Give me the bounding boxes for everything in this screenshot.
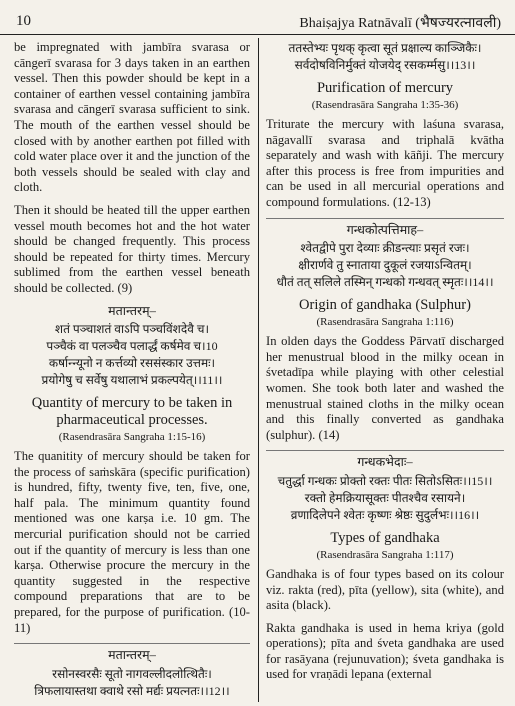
section-title: Quantity of mercury to be taken in pharmaceutical processes.	[31, 395, 233, 429]
verse-block	[266, 40, 504, 74]
running-head: Bhaiṣajya Ratnāvalī (भैषज्यरत्नावली)	[299, 16, 501, 31]
verse-line: प्रयोगेषु च सर्वेषु यथालाभं प्रकल्पयेत्।।11।।	[41, 373, 223, 388]
separator	[266, 218, 504, 219]
verse-block	[266, 240, 504, 291]
verse-block	[266, 473, 504, 524]
paragraph: In olden days the Goddess Pārvatī discharged her menustrual blood in the milky ocean in śvetadīpa while playing with other celestial women. She took both later and washed the menustrual stained cloths in the milky ocean and this finally converted as gandhaka (sulphur). (14)	[266, 334, 504, 442]
verse-line: धौतं तत् सलिले तस्मिन् गन्धको गन्धवत् स्मृतः।।14।।	[276, 275, 494, 290]
devanagari-heading: मतान्तरम्–	[108, 648, 156, 663]
verse-block	[14, 321, 250, 389]
paragraph: The quanitity of mercury should be taken for the process of saṁskāra (specific purification) is hundred, fifty, twenty five, ten, five, one, half pala. The minimum quantity found mentioned was one karṣa i.e. 10 gm. The mercurial purification should not be carried out if the quantity of mercury is less than one karṣa. Otherwise procure the mercury in the quantity suggested in the respective compound preparations that are to be prepared, for the purpose of purification. (10-11)	[14, 449, 250, 635]
verse-line: क्षीरार्णवे तु स्नाताया दुकूलं रजयाऽन्वितम्।	[298, 258, 472, 273]
page-number: 10	[16, 13, 31, 29]
verse-line: त्रिफलायास्तथा क्वाथे रसो मर्द्यः प्रयत्नतः।।12।।	[34, 683, 230, 698]
section-title: Origin of gandhaka (Sulphur)	[299, 297, 471, 314]
devanagari-heading: गन्धकोत्पत्तिमाह–	[346, 222, 424, 237]
right-column	[266, 40, 504, 690]
verse-line: पञ्चैकं वा पलञ्चैव पलार्द्धं कर्षमेव च।10	[46, 339, 218, 354]
column-divider	[258, 38, 259, 702]
source-citation: (Rasendrasāra Sangraha 1:15-16)	[58, 431, 206, 444]
source-citation: (Rasendrasāra Sangraha 1:117)	[316, 548, 454, 561]
paragraph: Triturate the mercury with laśuna svarasa, nāgavallī svarasa and triphalā kvātha separately and wash with kāñji. The mercury after this process is free from impurities and can be used in all mercurial operations and compound formulations. (12-13)	[266, 117, 504, 209]
paragraph: Then it should be heated till the upper earthen vessel mouth becomes hot and the hot water should be changed frequently. This process should be repeated for thirty times. Mercury sublimed from the earthen vessel beneath should be collected. (9)	[14, 202, 250, 295]
verse-line: रसोनस्वरसैः सूतो नागवल्लीदलोत्थितैः।	[52, 666, 212, 681]
section-title: Purification of mercury	[316, 80, 454, 96]
source-citation: (Rasendrasāra Sangraha 1:116)	[316, 316, 454, 329]
verse-line: चतुर्द्धा गन्धकः प्रोक्तो रक्तः पीतः सितोऽसितः।।15।।	[277, 473, 493, 488]
source-citation: (Rasendrasāra Sangraha 1:35-36)	[311, 99, 459, 111]
verse-line: सर्वदोषविनिर्मुक्तं योजयेद् रसकर्म्मसु।।13।।	[294, 58, 476, 72]
separator	[266, 450, 504, 451]
left-column	[14, 40, 250, 706]
verse-line: श्वेतद्वीपे पुरा देव्याः क्रीडन्त्याः प्रसृतं रजः।	[300, 241, 470, 256]
verse-line: कर्षान्न्यूनो न कर्त्तव्यो रससंस्कार उत्तमः।	[48, 356, 216, 371]
paragraph: Gandhaka is of four types based on its colour viz. rakta (red), pīta (yellow), sita (white), and asita (black).	[266, 566, 504, 613]
verse-line: शतं पञ्चाशतं वाऽपि पञ्चविंशदेवै च।	[54, 322, 210, 337]
verse-line: ततस्तेभ्यः पृथक् कृत्वा सूतं प्रक्षाल्य काञ्जिकैः।	[288, 41, 482, 55]
devanagari-heading: मतान्तरम्–	[108, 303, 156, 318]
verse-block	[14, 666, 250, 700]
page-header	[0, 0, 515, 35]
paragraph: be impregnated with jambīra svarasa or cāngerī svarasa for 3 days taken in an earthen vessel. Then this powder should be kept in a container of earthen vessel containing jambīra svarasa and cāngerī svarasa sufficient to sink. The mouth of the earthen vessel should be closed with by another earthen pot filled with cold water place over it and the junction of the both vessels should be sealed with clay and cloth.	[14, 40, 250, 195]
devanagari-heading: गन्धकभेदाः–	[357, 455, 413, 470]
verse-line: रक्तो हेमक्रियासूक्तः पीतश्चैव रसायने।	[304, 490, 466, 505]
paragraph: Rakta gandhaka is used in hema kriya (gold operations); pīta and śveta gandhaka are used for rasāyana (rejunuvation); śveta gandhaka is used for vraṇādi lepana (external	[266, 620, 504, 682]
verse-line: व्रणादिलेपने श्वेतः कृष्णः श्रेष्ठः सुदुर्लभः।।16।।	[290, 507, 480, 522]
separator	[14, 643, 250, 644]
section-title: Types of gandhaka	[330, 529, 440, 546]
